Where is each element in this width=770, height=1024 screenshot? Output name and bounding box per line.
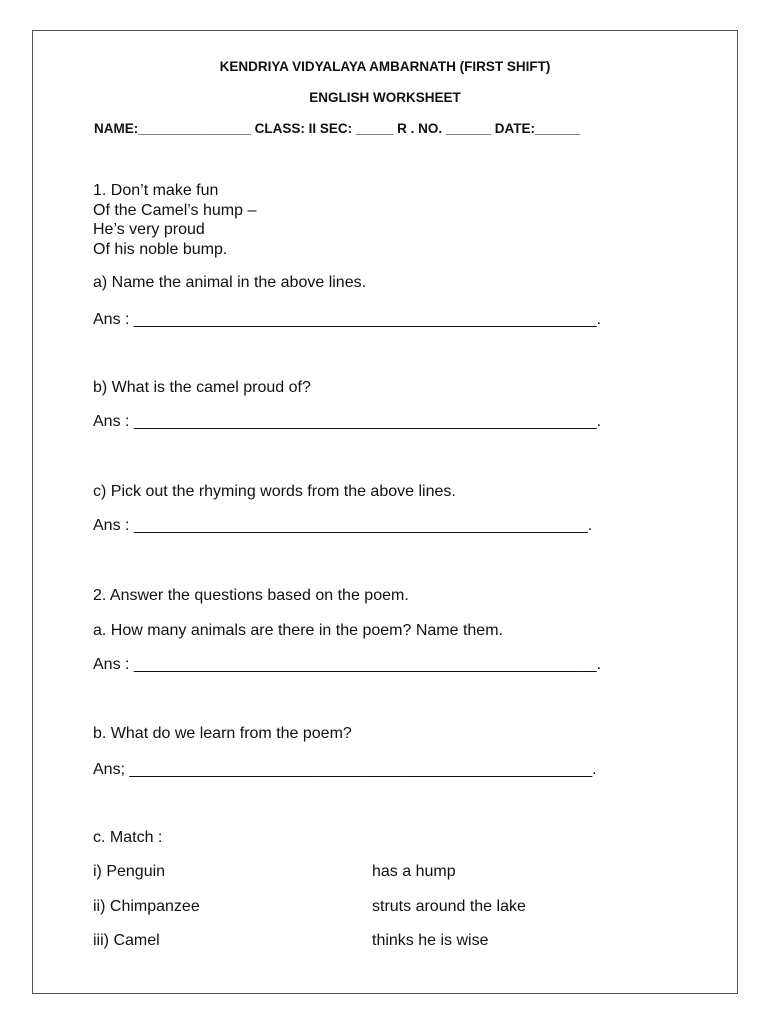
poem-line: He’s very proud <box>93 221 205 238</box>
question-1a: a) Name the animal in the above lines. <box>93 274 367 291</box>
poem-line: Of the Camel’s hump – <box>93 201 257 219</box>
question-2a: a. How many animals are there in the poem? Name them. <box>93 622 503 639</box>
question-2-heading: 2. Answer the questions based on the poem. <box>93 587 409 604</box>
poem-line: Of his noble bump. <box>93 240 228 258</box>
match-left-item: iii) Camel <box>93 932 160 949</box>
match-right-item: has a hump <box>372 863 456 880</box>
match-left-item: i) Penguin <box>93 863 166 880</box>
answer-line-1a[interactable]: Ans : ____________________________________________________. <box>93 311 602 328</box>
match-right-item: thinks he is wise <box>372 932 489 949</box>
school-name: KENDRIYA VIDYALAYA AMBARNATH (FIRST SHIFT) <box>219 59 551 74</box>
answer-line-2b[interactable]: Ans; ____________________________________________________. <box>93 761 597 778</box>
question-2c-heading: c. Match : <box>93 829 163 846</box>
question-1c: c) Pick out the rhyming words from the above lines. <box>93 483 456 500</box>
match-right-item: struts around the lake <box>372 898 526 915</box>
answer-line-1b[interactable]: Ans : ____________________________________________________. <box>93 413 602 430</box>
question-2b: b. What do we learn from the poem? <box>93 725 352 742</box>
answer-line-1c[interactable]: Ans : ___________________________________________________. <box>93 517 593 534</box>
answer-line-2a[interactable]: Ans : ____________________________________________________. <box>93 656 602 673</box>
question-1b: b) What is the camel proud of? <box>93 379 311 396</box>
match-left-item: ii) Chimpanzee <box>93 898 200 915</box>
worksheet-title: ENGLISH WORKSHEET <box>309 90 461 105</box>
poem <box>93 181 256 259</box>
poem-line: 1. Don’t make fun <box>93 182 219 199</box>
worksheet-border <box>32 30 738 994</box>
student-info-line: NAME:_______________ CLASS: II SEC: _____ R . NO. ______ DATE:______ <box>94 121 581 136</box>
